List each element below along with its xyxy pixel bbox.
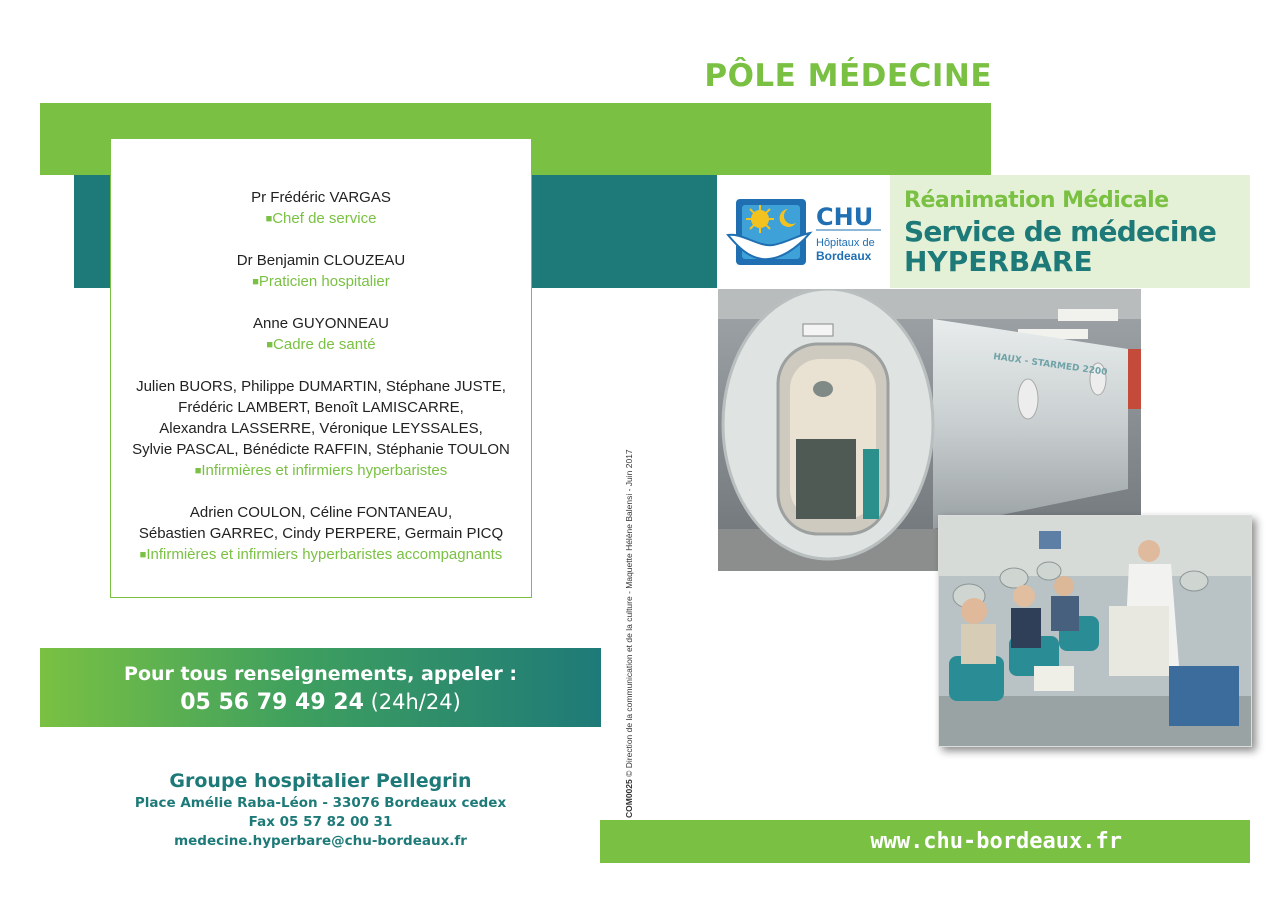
chu-emblem-icon bbox=[718, 175, 888, 288]
contact-band bbox=[40, 648, 601, 727]
staff-role: ■ Infirmières et infirmiers hyperbaristes bbox=[111, 460, 531, 483]
staff-name: Dr Benjamin CLOUZEAU bbox=[236, 252, 406, 269]
address-fax: Fax 05 57 82 00 31 bbox=[248, 814, 393, 830]
logo-line2: Bordeaux bbox=[816, 249, 872, 263]
patients-photo bbox=[938, 515, 1252, 747]
print-credit bbox=[624, 398, 634, 818]
staff-role: ■ Cadre de santé bbox=[111, 334, 531, 357]
website-link[interactable]: www.chu-bordeaux.fr bbox=[870, 829, 1122, 854]
credit-code: COM0025 bbox=[624, 779, 634, 818]
logo-line1: Hôpitaux de bbox=[816, 237, 875, 249]
address-email[interactable]: medecine.hyperbare@chu-bordeaux.fr bbox=[174, 833, 467, 849]
address-block bbox=[40, 768, 601, 851]
contact-hours: (24h/24) bbox=[363, 690, 461, 714]
pole-title: PÔLE MÉDECINE bbox=[704, 58, 992, 94]
staff-name: Sébastien GARREC, Cindy PERPERE, Germain PICQ bbox=[138, 525, 504, 542]
staff-name: Anne GUYONNEAU bbox=[253, 315, 389, 332]
address-street: Place Amélie Raba-Léon - 33076 Bordeaux cedex bbox=[134, 795, 507, 811]
staff-name: Julien BUORS, Philippe DUMARTIN, Stéphane JUSTE, bbox=[136, 378, 506, 395]
staff-role: ■ Praticien hospitalier bbox=[111, 271, 531, 294]
service-title-panel bbox=[890, 175, 1250, 288]
title-line2: Service de médecine bbox=[904, 215, 1217, 248]
staff-group bbox=[111, 502, 531, 567]
credit-text: © Direction de la communication et de la culture - Maquette Hélène Balensi - Juin 2017 bbox=[624, 449, 634, 780]
staff-name: Frédéric LAMBERT, Benoît LAMISCARRE, bbox=[178, 399, 464, 416]
title-line1: Réanimation Médicale bbox=[904, 188, 1169, 213]
website-band bbox=[600, 820, 1250, 863]
contact-phone[interactable]: 05 56 79 49 24 bbox=[180, 690, 364, 715]
staff-name: Pr Frédéric VARGAS bbox=[251, 189, 391, 206]
staff-role: ■ Infirmières et infirmiers hyperbaristes accompagnants bbox=[111, 544, 531, 567]
chu-logo bbox=[718, 175, 888, 288]
staff-name: Sylvie PASCAL, Bénédicte RAFFIN, Stéphanie TOULON bbox=[132, 441, 510, 458]
staff-panel bbox=[110, 138, 532, 598]
title-line3: HYPERBARE bbox=[904, 245, 1093, 278]
staff-group bbox=[111, 313, 531, 357]
staff-name: Alexandra LASSERRE, Véronique LEYSSALES, bbox=[159, 420, 483, 437]
staff-list bbox=[111, 187, 531, 586]
staff-group bbox=[111, 250, 531, 294]
staff-name: Adrien COULON, Céline FONTANEAU, bbox=[189, 504, 453, 521]
contact-phone-line bbox=[40, 690, 601, 715]
staff-role: ■ Chef de service bbox=[111, 208, 531, 231]
chamber-label: HAUX - STARMED 2200 bbox=[992, 352, 1108, 378]
logo-brand: CHU bbox=[816, 203, 874, 231]
address-title: Groupe hospitalier Pellegrin bbox=[169, 770, 472, 792]
staff-group bbox=[111, 376, 531, 483]
staff-group bbox=[111, 187, 531, 231]
contact-intro: Pour tous renseignements, appeler : bbox=[124, 663, 517, 685]
